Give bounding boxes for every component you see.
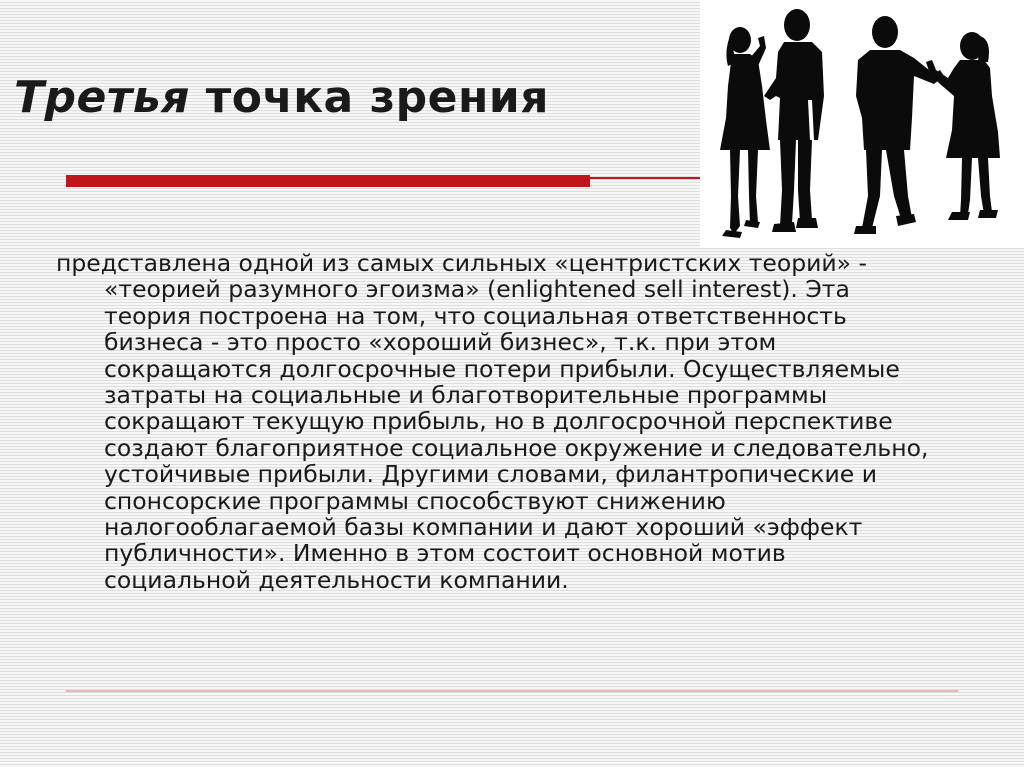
silhouette-woman-right bbox=[926, 32, 1000, 220]
bottom-divider bbox=[66, 690, 958, 692]
silhouettes-illustration bbox=[700, 0, 1024, 248]
slide-title-emphasis: Третья bbox=[14, 72, 190, 123]
silhouette-man-center-left bbox=[764, 9, 824, 232]
slide-body-text: представлена одной из самых сильных «центристских теорий» - «теорией разумного эгоизма» (enlightened sell interest). Эта теория построена на том, что социальная ответственность бизнеса - это просто «хороший бизнес», т.к. при этом сокращаются долгосрочные потери прибыли. Осуществляемые затраты на социальные и благотворительные программы сокращают текущую прибыль, но в долгосрочной перспективе создают благоприятное социальное окружение и следовательно, устойчивые прибыли. Другими словами, филантропические и спонсорские программы способствуют снижению налогооблагаемой базы компании и дают хороший «эффект публичности». Именно в этом состоит основной мотив социальной деятельности компании. bbox=[56, 249, 929, 594]
title-underline-bar bbox=[66, 175, 590, 187]
slide-title bbox=[14, 72, 549, 123]
silhouette-man-center-right bbox=[854, 16, 944, 234]
people-silhouettes-image bbox=[700, 0, 1024, 248]
slide-title-rest: точка зрения bbox=[189, 72, 549, 123]
title-underline-thin bbox=[590, 177, 702, 179]
silhouette-woman-left bbox=[720, 27, 770, 238]
